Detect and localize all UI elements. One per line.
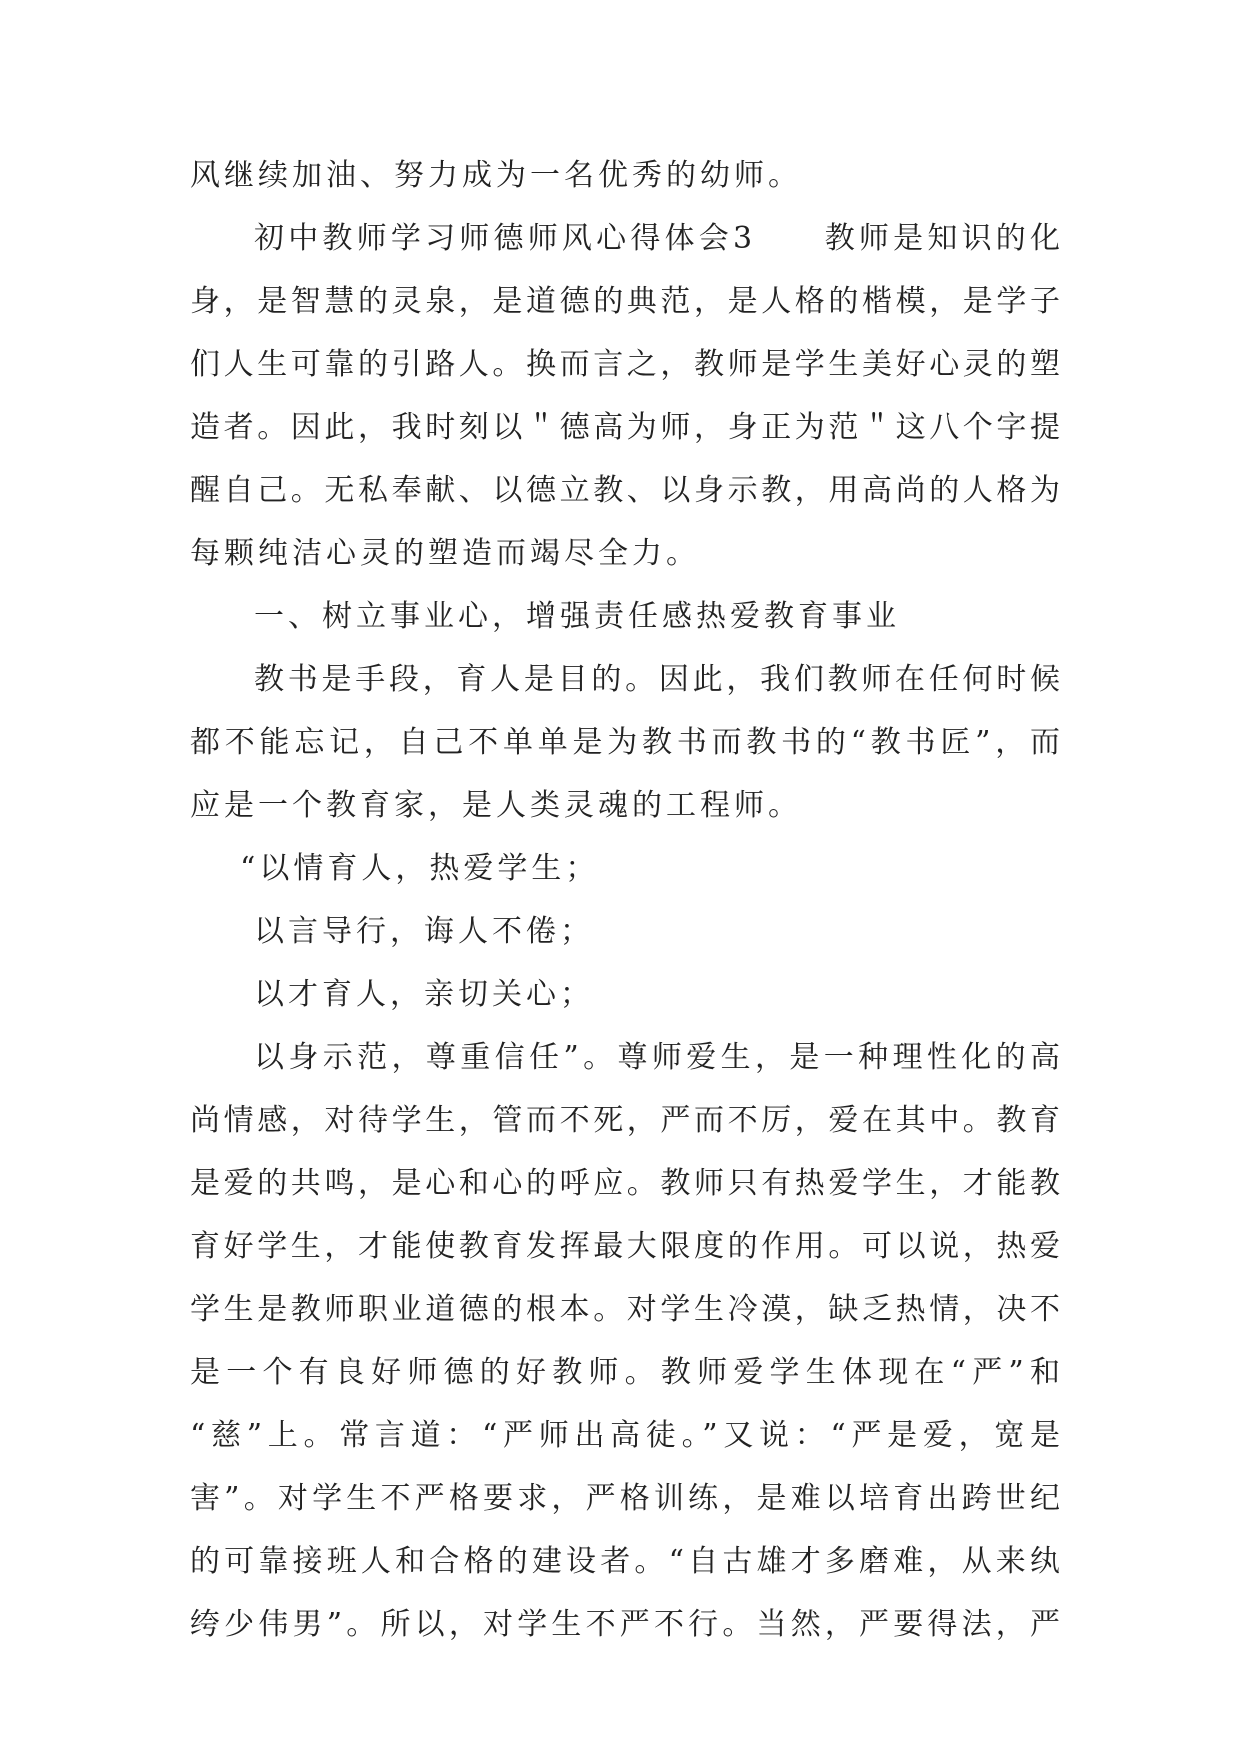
text-line: 的可靠接班人和合格的建设者。“自古雄才多磨难，从来纨	[190, 1544, 1060, 1579]
text-line: 造者。因此，我时刻以＂德高为师，身正为范＂这八个字提	[190, 410, 1060, 445]
quote-line: “以情育人，热爱学生；	[240, 851, 600, 886]
text-line: 学生是教师职业道德的根本。对学生冷漠，缺乏热情，决不	[190, 1292, 1060, 1327]
text-line: 是爱的共鸣，是心和心的呼应。教师只有热爱学生，才能教	[190, 1166, 1060, 1201]
section-heading: 一、树立事业心，增强责任感热爱教育事业	[254, 599, 900, 634]
text-line: 尚情感，对待学生，管而不死，严而不厉，爱在其中。教育	[190, 1103, 1060, 1138]
text-line: 醒自己。无私奉献、以德立教、以身示教，用高尚的人格为	[190, 473, 1060, 508]
text-line: 应是一个教育家，是人类灵魂的工程师。	[190, 788, 802, 823]
text-line: 害”。对学生不严格要求，严格训练，是难以培育出跨世纪	[190, 1481, 1060, 1516]
text-line: 育好学生，才能使教育发挥最大限度的作用。可以说，热爱	[190, 1229, 1060, 1264]
text-line: “慈”上。常言道：“严师出高徒。”又说：“严是爱，宽是	[190, 1418, 1060, 1453]
text-line: 绔少伟男”。所以，对学生不严不行。当然，严要得法，严	[190, 1607, 1060, 1642]
text-line: 初中教师学习师德师风心得体会3 教师是知识的化	[254, 221, 1060, 256]
text-line: 教书是手段，育人是目的。因此，我们教师在任何时候	[254, 662, 1060, 697]
quote-line: 以才育人，亲切关心；	[254, 977, 594, 1012]
text-line: 每颗纯洁心灵的塑造而竭尽全力。	[190, 536, 700, 571]
text-line: 以身示范，尊重信任”。尊师爱生，是一种理性化的高	[254, 1040, 1060, 1075]
text-line: 是一个有良好师德的好教师。教师爱学生体现在“严”和	[190, 1355, 1060, 1390]
text-line: 都不能忘记，自己不单单是为教书而教书的“教书匠”，而	[190, 725, 1060, 760]
quote-line: 以言导行，诲人不倦；	[254, 914, 594, 949]
text-line: 身，是智慧的灵泉，是道德的典范，是人格的楷模，是学子	[190, 284, 1060, 319]
text-line: 风继续加油、努力成为一名优秀的幼师。	[190, 158, 802, 193]
text-line: 们人生可靠的引路人。换而言之，教师是学生美好心灵的塑	[190, 347, 1060, 382]
